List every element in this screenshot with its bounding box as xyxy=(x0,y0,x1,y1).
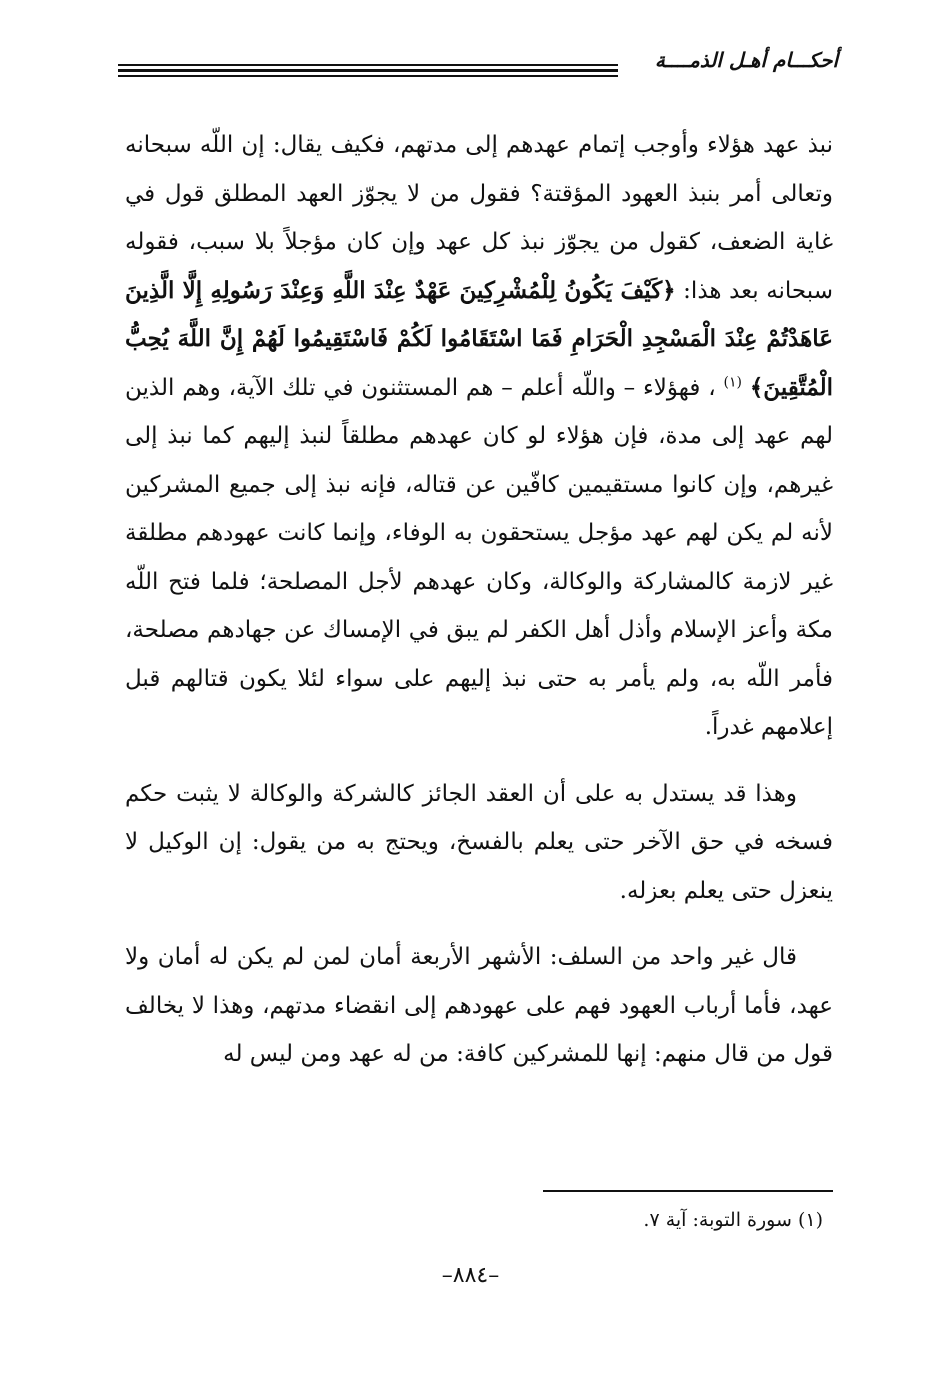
paragraph-text: ، فهؤلاء – واللّه أعلم – هم المستثنون في تلك الآية، وهم الذين لهم عهد إلى مدة، فإن هؤلاء لو كان عهدهم مطلقاً لنبذ إليهم كما نبذ إلى غيرهم، وإن كانوا مستقيمين كافّين عن قتاله، فإنه نبذ إلى جميع المشركين لأنه لم يكن لهم عهد مؤجل يستحقون به الوفاء، وإنما كانت عهودهم مطلقة غير لازمة كالمشاركة والوكالة، وكان عهدهم لأجل المصلحة؛ فلما فتح اللّه مكة وأعز الإسلام وأذل أهل الكفر لم يبق في الإمساك عن جهادهم مصلحة، فأمر اللّه به، ولم يأمر به حتى نبذ إليهم على سواء لئلا يكون قتالهم قبل إعلامهم غدراً. xyxy=(125,374,833,740)
header-rule xyxy=(118,69,618,72)
header-rule xyxy=(118,64,618,66)
paragraph-3: قال غير واحد من السلف: الأشهر الأربعة أمان لمن لم يكن له أمان ولا عهد، فأما أرباب العهود فهم على عهودهم إلى انقضاء مدتهم، وهذا لا يخالف قول من قال منهم: إنها للمشركين كافة: من له عهد ومن ليس له xyxy=(125,944,833,1067)
paragraph-1 xyxy=(125,121,833,752)
footnote-reference: (١) xyxy=(723,373,742,390)
footnote-separator xyxy=(543,1190,833,1192)
quran-quote: ﴿كَيْفَ يَكُونُ لِلْمُشْرِكِينَ عَهْدٌ عِنْدَ اللَّهِ وَعِنْدَ رَسُولِهِ إِلَّا الَّذِينَ عَاهَدْتُمْ عِنْدَ الْمَسْجِدِ الْحَرَامِ فَمَا اسْتَقَامُوا لَكُمْ فَاسْتَقِيمُوا لَهُمْ إِنَّ اللَّهَ يُحِبُّ الْمُتَّقِينَ﴾ xyxy=(125,276,834,401)
paragraph-text: نبذ عهد هؤلاء وأوجب إتمام عهدهم إلى مدتهم، فكيف يقال: إن اللّه سبحانه وتعالى أمر بنبذ العهود المؤقتة؟ فقول من لا يجوّز العهد المطلق قول في غاية الضعف، كقول من يجوّز نبذ كل عهد وإن كان مؤجلاً بلا سبب، فقوله سبحانه بعد هذا: xyxy=(125,132,833,304)
paragraph-2: وهذا قد يستدل به على أن العقد الجائز كالشركة والوكالة لا يثبت حكم فسخه في حق الآخر حتى يعلم بالفسخ، ويحتج به من يقول: إن الوكيل لا ينعزل حتى يعلم بعزله. xyxy=(125,780,833,904)
main-text xyxy=(125,121,833,1079)
running-header xyxy=(118,44,838,84)
running-header-title: أحكـــام أهـل الذمــــة xyxy=(654,48,838,72)
footnote: (١) سورة التوبة: آية ٧. xyxy=(643,1209,823,1231)
header-rule xyxy=(118,75,618,77)
page-number: –٨٨٤– xyxy=(441,1263,500,1288)
